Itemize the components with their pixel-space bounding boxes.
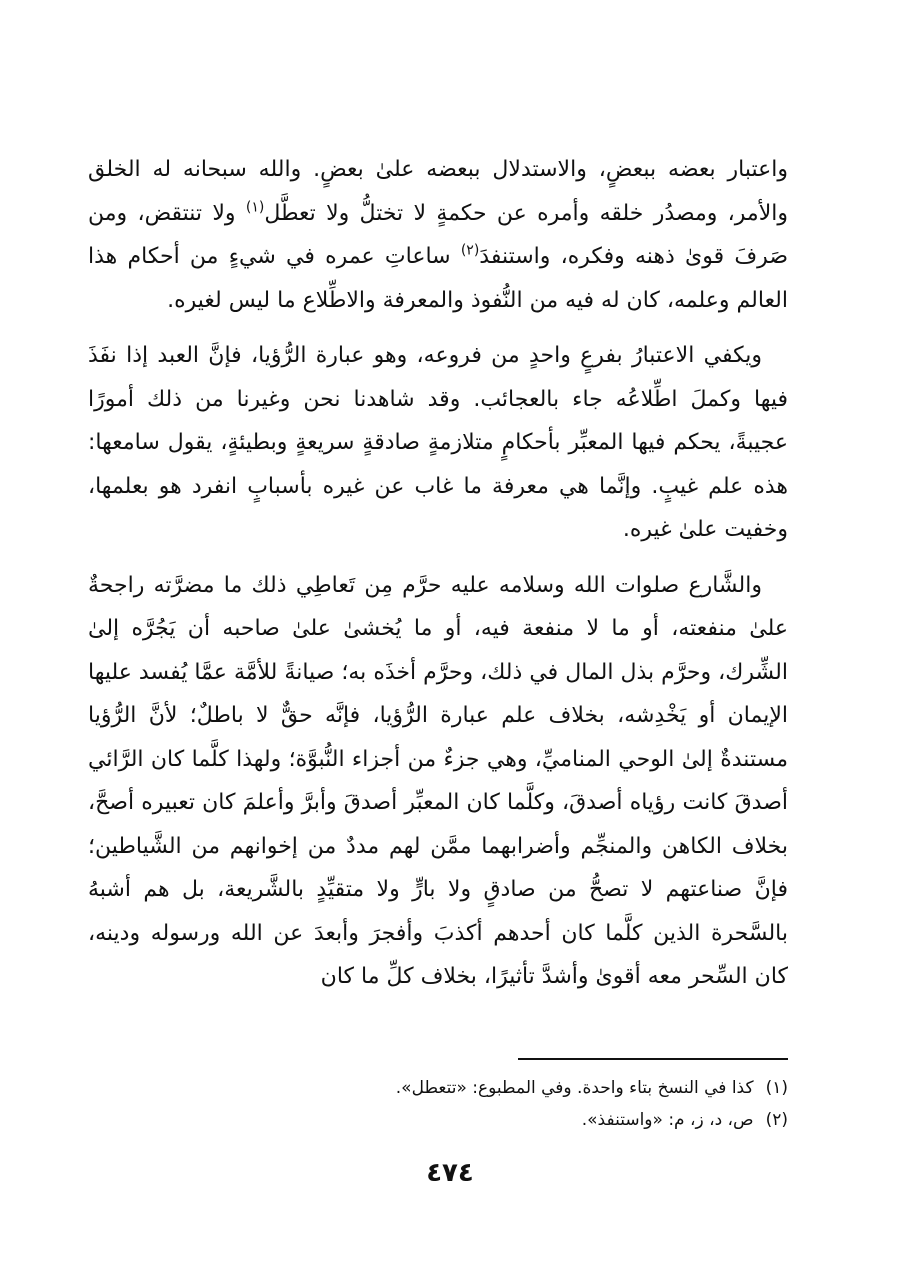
paragraph-1-text-c: ساعاتِ عمره في شيءٍ من أحكام هذا العالم وعلمه، كان له فيه من النُّفوذ والمعرفة والاطِّلاع ما ليس لغيره. bbox=[88, 244, 788, 313]
footnote-2 bbox=[88, 1104, 788, 1136]
paragraph-1-text-b: ولا تنتقض، ومن صَرفَ قوىٰ ذهنه وفكره، واستنفدَ bbox=[88, 200, 788, 269]
footnote-1 bbox=[88, 1072, 788, 1104]
paragraph-1-text-a: واعتبار بعضه ببعضٍ، والاستدلال ببعضه علىٰ بعضٍ. والله سبحانه له الخلق والأمر، ومصدُر خلقه وأمره عن حكمةٍ لا تختلُّ ولا تعطَّل bbox=[88, 157, 788, 226]
footnote-2-number: (٢) bbox=[765, 1110, 788, 1130]
footnote-ref-2[interactable]: (٢) bbox=[460, 242, 480, 259]
page-number: ٤٧٤ bbox=[426, 1158, 474, 1188]
footnote-separator bbox=[518, 1058, 788, 1060]
paragraph-3: والشَّارع صلوات الله وسلامه عليه حرَّم مِن تَعاطِي ذلك ما مضرَّته راجحةٌ علىٰ منفعته، أو ما لا منفعة فيه، أو ما يُخشىٰ علىٰ صاحبه أن يَجُرَّه إلىٰ الشِّرك، وحرَّم بذل المال في ذلك، وحرَّم أخذَه به؛ صيانةً للأمَّة عمَّا يُفسد عليها الإيمان أو يَخْدِشه، بخلاف علم عبارة الرُّؤيا، فإنَّه حقٌّ لا باطلٌ؛ لأنَّ الرُّؤيا مستندةٌ إلىٰ الوحي المناميِّ، وهي جزءٌ من أجزاء النُّبوَّة؛ ولهذا كلَّما كان الرَّائي أصدقَ كانت رؤياه أصدقَ، وكلَّما كان المعبِّر أصدقَ وأبرَّ وأعلمَ كان تعبيره أصحَّ، بخلاف الكاهن والمنجِّم وأضرابهما ممَّن لهم مددٌ من إخوانهم من الشَّياطين؛ فإنَّ صناعتهم لا تصحُّ من صادقٍ ولا بارٍّ ولا متقيِّدٍ بالشَّريعة، بل هم أشبهُ بالسَّحرة الذين كلَّما كان أحدهم أكذبَ وأفجرَ وأبعدَ عن الله ورسوله ودينه، كان السِّحر معه أقوىٰ وأشدَّ تأثيرًا، بخلاف كلِّ ما كان bbox=[88, 572, 788, 989]
footnotes bbox=[88, 1072, 788, 1136]
footnote-ref-1[interactable]: (١) bbox=[245, 199, 265, 216]
footnote-1-number: (١) bbox=[765, 1078, 788, 1098]
page-body bbox=[88, 148, 788, 1011]
paragraph-2: ويكفي الاعتبارُ بفرعٍ واحدٍ من فروعه، وهو عبارة الرُّؤيا، فإنَّ العبد إذا نفَذَ فيها وكملَ اطِّلاعُه جاء بالعجائب. وقد شاهدنا نحن وغيرنا من ذلك أمورًا عجيبةً، يحكم فيها المعبِّر بأحكامٍ متلازمةٍ صادقةٍ سريعةٍ وبطيئةٍ، يقول سامعها: هذه علم غيبٍ. وإنَّما هي معرفة ما غاب عن غيره بأسبابٍ انفرد هو بعلمها، وخفيت علىٰ غيره. bbox=[88, 343, 788, 542]
footnote-2-text: ص، د، ز، م: «واستنفذ». bbox=[581, 1110, 754, 1130]
paragraph-1 bbox=[88, 148, 788, 322]
footnote-1-text: كذا في النسخ بتاء واحدة. وفي المطبوع: «تتعطل». bbox=[395, 1078, 754, 1098]
